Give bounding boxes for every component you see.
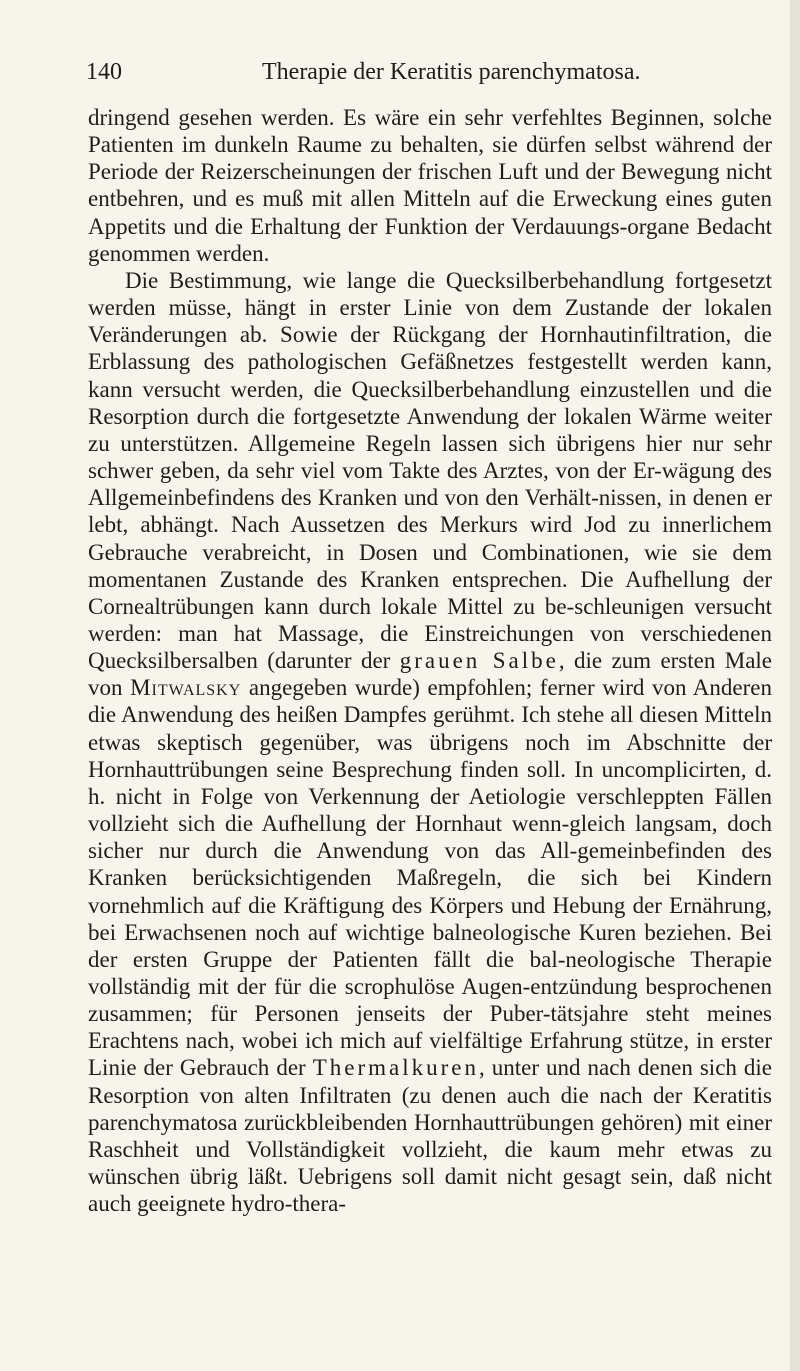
page-edge-shadow [790,0,800,1371]
paragraph-1 [88,104,772,267]
spaced-term-thermalkuren: Thermalkuren [312,1055,479,1081]
paragraph-2-text-2: , die zum ersten Male von [88,648,773,701]
running-title: Therapie der Keratitis parenchymatosa. [262,59,641,85]
paragraph-1-text: dringend gesehen werden. Es wäre ein sehr verfehltes Beginnen, solche Patienten im dunkeln Raume zu behalten, sie dürfen selbst während der Periode der Reizerscheinungen der frischen Luft und der Bewegung nicht entbehren, und es muß mit allen Mitteln auf die Erweckung eines guten Appetits und die Erhaltung der Funktion der Verdauungs-organe Bedacht genommen werden. [88,105,772,266]
page-body [88,104,772,1217]
page-number: 140 [86,59,122,85]
paragraph-2-text-3: angegeben wurde) empfohlen; ferner wird von Anderen die Anwendung des heißen Dampfes gerühmt. Ich stehe all diesen Mitteln etwas skeptisch gegenüber, was übrigens noch im Abschnitte der Hornhauttrübungen seine Besprechung finden soll. In uncomplicirten, d. h. nicht in Folge von Verkennung der Aetiologie verschleppten Fällen vollzieht sich die Aufhellung der Hornhaut wenn-gleich langsam, doch sicher nur durch die Anwendung von das All-gemeinbefinden des Kranken berücksichtigenden Maßregeln, die sich bei Kindern vornehmlich auf die Kräftigung des Körpers und Hebung der Ernährung, bei Erwachsenen noch auf wichtige balneologische Kuren beziehen. Bei der ersten Gruppe der Patienten fällt die bal-neologische Therapie vollständig mit der für die scrophulöse Augen-entzündung besprochenen zusammen; für Personen jenseits der Puber-tätsjahre steht meines Erachtens nach, wobei ich mich auf vielfältige Erfahrung stütze, in erster Linie der Gebrauch der [88,675,772,1081]
author-name: Mitwalsky [130,675,242,701]
paragraph-2 [88,267,772,1217]
paragraph-2-text-1: Die Bestimmung, wie lange die Quecksilberbehandlung fortgesetzt werden müsse, hängt in erster Linie von dem Zustande der lokalen Veränderungen ab. Sowie der Rückgang der Hornhautinfiltration, die Erblassung des pathologischen Gefäßnetzes festgestellt werden kann, kann versucht werden, die Quecksilberbehandlung einzustellen und die Resorption durch die fortgesetzte Anwendung der lokalen Wärme weiter zu unterstützen. Allgemeine Regeln lassen sich übrigens hier nur sehr schwer geben, da sehr viel vom Takte des Arztes, von der Er-wägung des Allgemeinbefindens des Kranken und von den Verhält-nissen, in denen er lebt, abhängt. Nach Aussetzen des Merkurs wird Jod zu innerlichem Gebrauche verabreicht, in Dosen und Combinationen, wie sie dem momentanen Zustande des Kranken entsprechen. Die Aufhellung der Cornealtrübungen kann durch lokale Mittel zu be-schleunigen versucht werden: man hat Massage, die Einstreichungen von verschiedenen Quecksilbersalben (darunter der [88,267,772,674]
paragraph-2-text-4: , unter und nach denen sich die Resorption von alten Infiltraten (zu denen auch die nach der Keratitis parenchymatosa zurückbleibenden Hornhauttrübungen gehören) mit einer Raschheit und Vollständigkeit vollzieht, die kaum mehr etwas zu wünschen übrig läßt. Uebrigens soll damit nicht gesagt sein, daß nicht auch geeignete hydro-thera- [88,1055,773,1217]
spaced-term-grauen-salbe: grauen Salbe [399,648,559,674]
